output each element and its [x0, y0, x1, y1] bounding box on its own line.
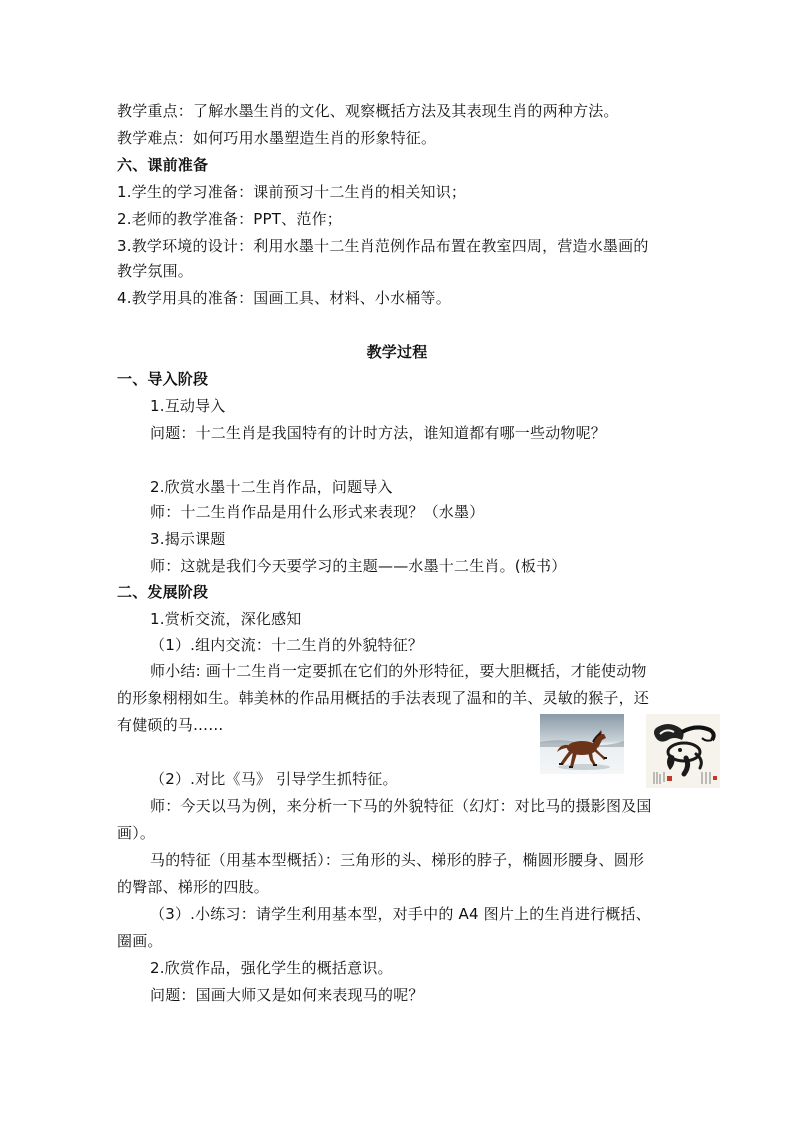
dev-sub-2-text-1: 师：今天以马为例，来分析一下马的外貌特征（幻灯：对比马的摄影图及国 [150, 797, 652, 815]
dev-sub-2-text-2: 画）。 [117, 824, 156, 842]
dev-step-2: 2.欣赏作品，强化学生的概括意识。 [150, 959, 393, 977]
dev-summary-line-3: 有健硕的马…… [117, 716, 224, 734]
intro-step-3: 3.揭示课题 [150, 530, 226, 548]
teaching-focus: 教学重点：了解水墨生肖的文化、观察概括方法及其表现生肖的两种方法。 [117, 102, 619, 120]
dev-step-2-question: 问题：国画大师又是如何来表现马的呢？ [150, 986, 424, 1004]
dev-sub-3-cont: 圈画。 [117, 932, 163, 950]
stage-heading-intro: 一、导入阶段 [117, 370, 209, 388]
intro-question: 问题：十二生肖是我国特有的计时方法，谁知道都有哪一些动物呢？ [150, 424, 607, 442]
dev-step-1: 1.赏析交流，深化感知 [150, 610, 302, 628]
intro-step-3-text: 师：这就是我们今天要学习的主题——水墨十二生肖。(板书） [150, 557, 567, 575]
dev-sub-2: （2）.对比《马》 引导学生抓特征。 [150, 770, 398, 788]
stage-heading-development: 二、发展阶段 [117, 583, 209, 601]
prep-item-3-cont: 教学氛围。 [117, 262, 194, 280]
prep-item-1: 1.学生的学习准备：课前预习十二生肖的相关知识； [117, 183, 467, 201]
teaching-difficulty: 教学难点：如何巧用水墨塑造生肖的形象特征。 [117, 129, 437, 147]
prep-item-3: 3.教学环境的设计：利用水墨十二生肖范例作品布置在教室四周，营造水墨画的 [117, 237, 649, 255]
dev-summary-line-2: 的形象栩栩如生。韩美林的作品用概括的手法表现了温和的羊、灵敏的猴子，还 [117, 689, 650, 707]
intro-step-1: 1.互动导入 [150, 397, 226, 415]
prep-item-2: 2.老师的教学准备：PPT、范作； [117, 210, 342, 228]
dev-sub-3: （3）.小练习：请学生利用基本型，对手中的 A4 图片上的生肖进行概括、 [150, 905, 651, 923]
dev-sub-1: （1）.组内交流：十二生肖的外貌特征？ [150, 636, 424, 654]
section-title-process: 教学过程 [366, 343, 428, 361]
section-heading-preparation: 六、课前准备 [117, 156, 209, 174]
intro-step-2-text: 师：十二生肖作品是用什么形式来表现？（水墨） [150, 503, 485, 521]
horse-features-2: 的臀部、梯形的四肢。 [117, 878, 270, 896]
horse-photo [540, 714, 624, 774]
intro-step-2: 2.欣赏水墨十二生肖作品，问题导入 [150, 478, 393, 496]
horse-features-1: 马的特征（用基本型概括）：三角形的头、梯形的脖子，椭圆形腰身、圆形 [150, 851, 645, 869]
prep-item-4: 4.教学用具的准备：国画工具、材料、小水桶等。 [117, 289, 451, 307]
dev-summary-line-1: 师小结: 画十二生肖一定要抓在它们的外形特征，要大胆概括，才能使动物 [150, 662, 647, 680]
ink-horse-painting [646, 714, 720, 788]
